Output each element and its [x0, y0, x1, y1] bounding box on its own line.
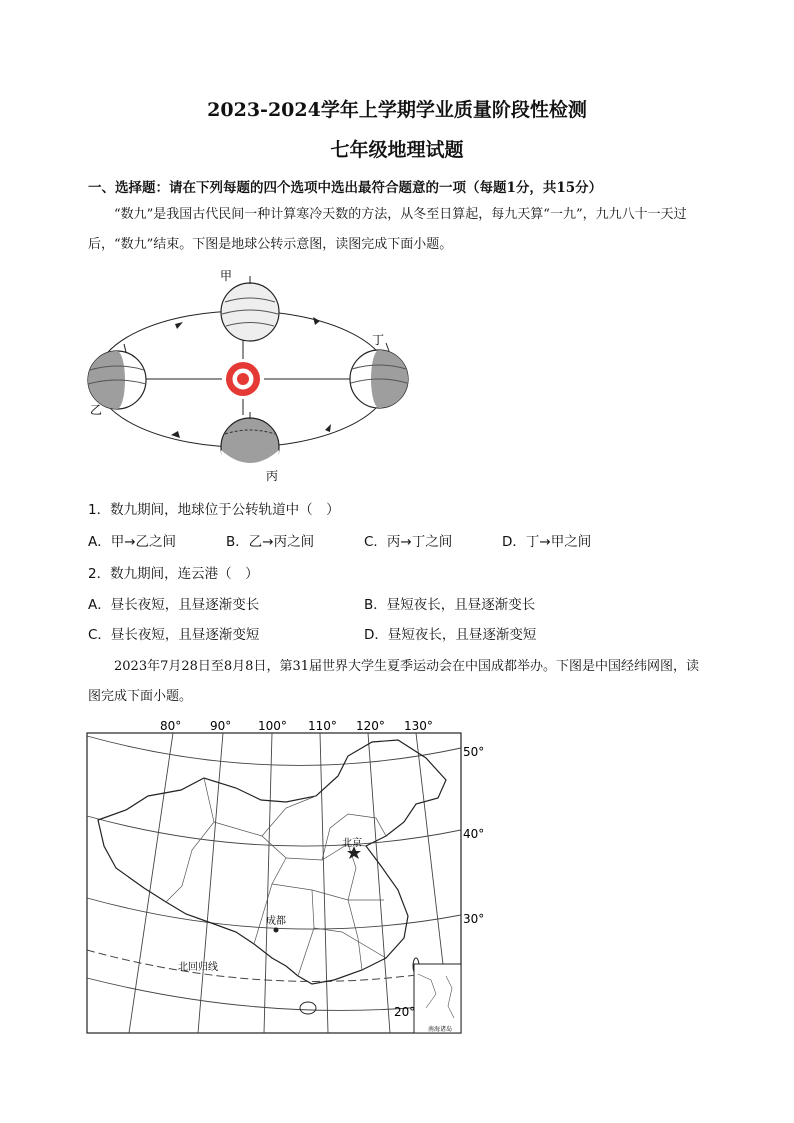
orbit-arrow-icon: [325, 424, 331, 432]
earth-position-jia: [221, 276, 279, 341]
longitude-120-label: 120°: [356, 719, 385, 733]
longitude-100-label: 100°: [258, 719, 287, 733]
latitude-40-label: 40°: [463, 827, 485, 841]
latitude-30-label: 30°: [463, 912, 485, 926]
question-1-stem: 1．数九期间，地球位于公转轨道中（ ）: [88, 502, 340, 518]
q2-option-a[interactable]: A．昼长夜短，且昼逐渐变长: [88, 597, 260, 613]
passage-shujiu: “数九”是我国古代民间一种计算寒冷天数的方法，从冬至日算起，每九天算“一九”，九九八十一天过后，“数九”结束。下图是地球公转示意图，读图完成下面小题。: [88, 207, 687, 252]
q2-option-b[interactable]: B．昼短夜长，且昼逐渐变长: [364, 597, 536, 613]
label-ding: 丁: [372, 333, 385, 347]
q2-option-c[interactable]: C．昼长夜短，且昼逐渐变短: [88, 627, 260, 643]
question-2-stem: 2．数九期间，连云港（ ）: [88, 566, 259, 582]
section-heading: 一、选择题：请在下列每题的四个选项中选出最符合题意的一项（每题1分，共15分）: [88, 180, 603, 196]
earth-orbit-diagram: [80, 262, 420, 487]
chengdu-label: 成都: [266, 916, 286, 927]
inset-label: 南海诸岛: [428, 1026, 453, 1033]
passage-universiade: 2023年7月28日至8月8日，第31届世界大学生夏季运动会在中国成都举办。下图是中国经纬网图，读图完成下面小题。: [88, 659, 699, 704]
latitude-50-label: 50°: [463, 745, 485, 759]
longitude-90-label: 90°: [210, 719, 232, 733]
label-bing: 丙: [266, 469, 279, 483]
chengdu-dot-icon: [274, 928, 279, 933]
china-graticule-map: [86, 718, 486, 1038]
sun-icon: [226, 362, 260, 396]
beijing-label: 北京: [342, 838, 362, 849]
label-yi: 乙: [90, 403, 103, 417]
q1-option-b[interactable]: B．乙→丙之间: [226, 534, 315, 550]
south-china-sea-inset: [414, 964, 461, 1033]
map-frame: [87, 733, 461, 1033]
q2-option-d[interactable]: D．昼短夜长，且昼逐渐变短: [364, 627, 537, 643]
longitude-110-label: 110°: [308, 719, 337, 733]
latitude-20-label: 20°: [394, 1005, 416, 1019]
longitude-130-label: 130°: [404, 719, 433, 733]
tropic-of-cancer-label: 北回归线: [178, 962, 218, 973]
orbit-arrow-icon: [175, 322, 183, 329]
orbit-arrow-icon: [313, 317, 320, 325]
orbit-arrow-icon: [171, 431, 180, 438]
earth-position-yi: [88, 344, 146, 409]
label-jia: 甲: [220, 269, 233, 283]
longitude-80-label: 80°: [160, 719, 182, 733]
earth-position-ding: [350, 343, 408, 408]
q1-option-a[interactable]: A．甲→乙之间: [88, 534, 177, 550]
exam-subtitle: 七年级地理试题: [330, 139, 464, 161]
q1-option-d[interactable]: D．丁→甲之间: [502, 534, 592, 550]
q1-option-c[interactable]: C．丙→丁之间: [364, 534, 453, 550]
exam-title: 2023-2024学年上学期学业质量阶段性检测: [207, 99, 587, 121]
